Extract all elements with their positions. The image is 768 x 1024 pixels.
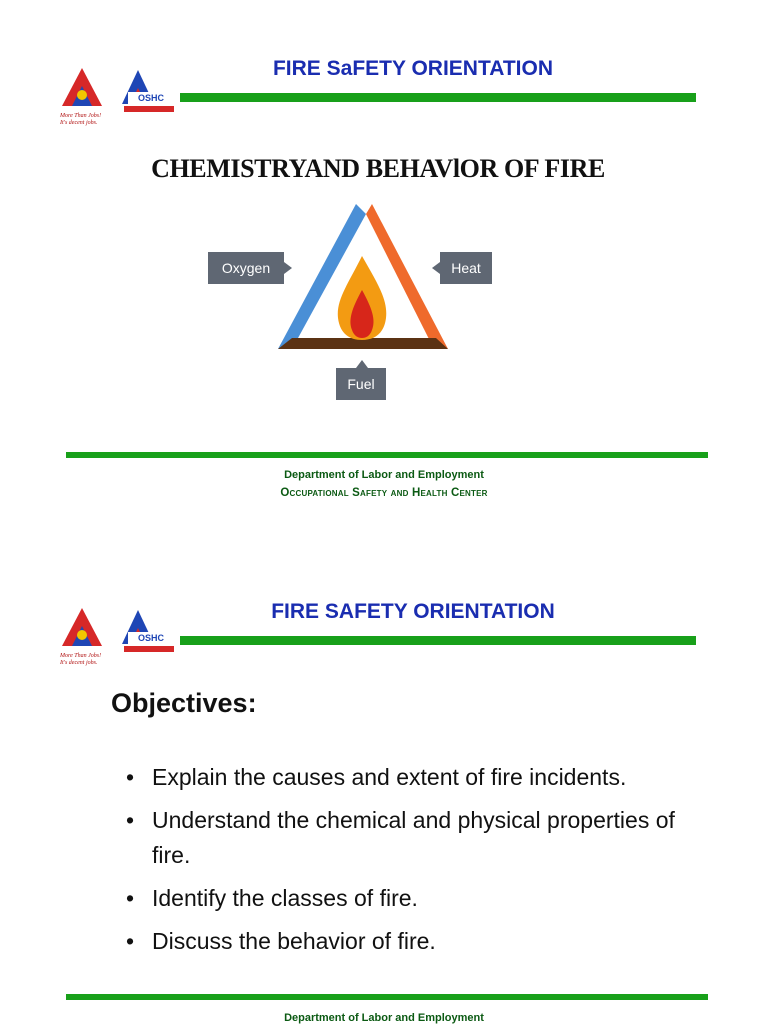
list-item: • Discuss the behavior of fire. — [126, 928, 436, 954]
heat-label: Heat — [451, 260, 481, 276]
footer-department: Department of Labor and Employment — [284, 1012, 484, 1024]
header-title: FIRE SaFETY ORIENTATION — [272, 57, 554, 80]
fuel-label: Fuel — [347, 376, 375, 392]
objectives-list — [126, 760, 686, 967]
footer-divider — [66, 452, 708, 458]
fuel-tag — [336, 360, 386, 400]
oxygen-label: Oxygen — [221, 260, 271, 276]
header-title: FIRE SAFETY ORIENTATION — [271, 600, 555, 623]
svg-text:More Than Jobs!: More Than Jobs! — [60, 653, 102, 659]
list-item: • Understand the chemical and physical properties of fire. — [126, 807, 675, 868]
footer-department: Department of Labor and Employment — [284, 469, 484, 481]
objectives-heading: Objectives: — [111, 688, 257, 718]
header-divider — [180, 636, 696, 645]
heat-tag — [432, 252, 492, 284]
oshc-text: OSHC — [138, 633, 165, 643]
slide-title: CHEMISTRYAND BEHAVlOR OF FIRE — [151, 154, 605, 183]
slide-2 — [0, 540, 768, 1024]
svg-text:It's decent jobs.: It's decent jobs. — [60, 660, 98, 666]
list-item: • Explain the causes and extent of fire incidents. — [126, 764, 627, 790]
list-item: • Identify the classes of fire. — [126, 885, 418, 911]
svg-text:More Than Jobs!: More Than Jobs! — [60, 113, 102, 119]
header-divider — [180, 93, 696, 102]
footer-divider — [66, 994, 708, 1000]
svg-text:It's decent jobs.: It's decent jobs. — [60, 120, 98, 126]
flame-icon — [338, 256, 386, 340]
fire-triangle-diagram — [200, 196, 500, 406]
dole-oshc-logo — [58, 64, 176, 126]
dole-oshc-logo — [58, 604, 176, 666]
oshc-text: OSHC — [138, 93, 165, 103]
footer-center-name: Occupational Safety and Health Center — [280, 487, 488, 499]
oxygen-tag — [208, 252, 292, 284]
